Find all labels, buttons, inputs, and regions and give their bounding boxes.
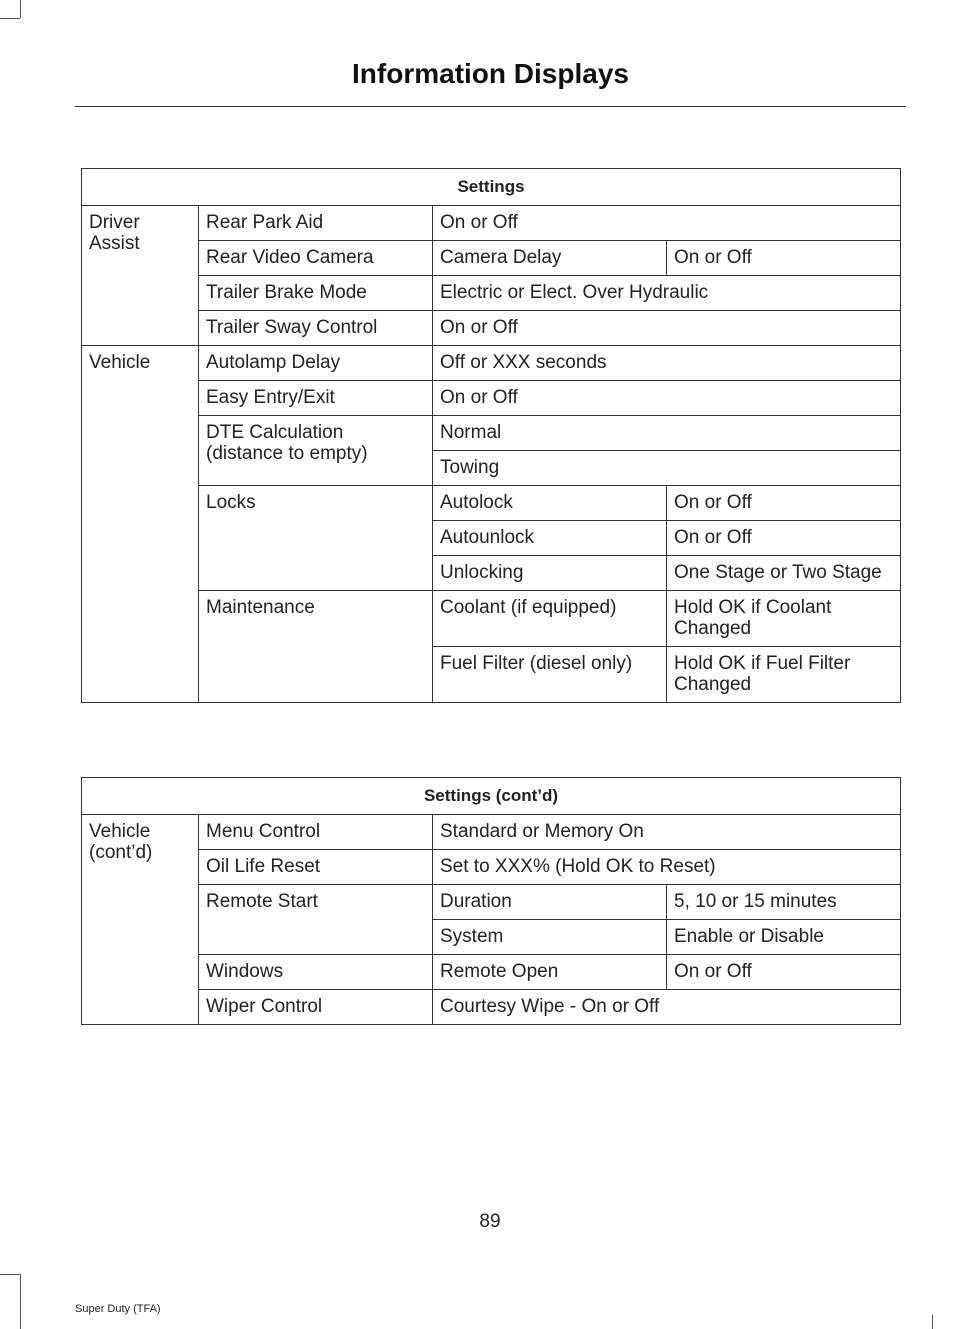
setting-cell: Trailer Sway Control [199,311,433,346]
sub-setting-cell: System [433,920,667,955]
table-row [82,416,901,451]
header-divider [75,106,906,107]
category-cell: Driver Assist [82,206,199,346]
sub-setting-cell: Fuel Filter (diesel only) [433,647,667,703]
table-row [82,591,901,647]
page-title: Information Displays [352,58,629,89]
option-cell: On or Off [667,486,901,521]
crop-mark [20,0,21,18]
table-row [82,276,901,311]
setting-cell: Oil Life Reset [199,850,433,885]
page-number: 89 [479,1211,501,1232]
table-row [82,955,901,990]
setting-cell: Rear Video Camera [199,241,433,276]
setting-cell: Easy Entry/Exit [199,381,433,416]
table-row [82,206,901,241]
table-row [82,346,901,381]
setting-cell: Windows [199,955,433,990]
option-cell: Hold OK if Fuel Filter Changed [667,647,901,703]
settings-contd-table [81,777,901,1025]
settings-table [81,168,901,703]
sub-setting-cell: Duration [433,885,667,920]
option-cell: Towing [433,451,901,486]
table-row [82,381,901,416]
option-cell: Off or XXX seconds [433,346,901,381]
option-cell: Standard or Memory On [433,815,901,850]
crop-mark [0,18,20,19]
option-cell: Courtesy Wipe - On or Off [433,990,901,1025]
option-cell: On or Off [667,241,901,276]
sub-setting-cell: Autounlock [433,521,667,556]
table-row [82,241,901,276]
category-cell: Vehicle [82,346,199,703]
sub-setting-cell: Remote Open [433,955,667,990]
setting-cell: DTE Calculation (distance to empty) [199,416,433,486]
setting-cell: Menu Control [199,815,433,850]
sub-setting-cell: Unlocking [433,556,667,591]
crop-mark [0,1274,20,1275]
table-caption: Settings (cont’d) [82,778,901,815]
setting-cell: Trailer Brake Mode [199,276,433,311]
setting-cell: Remote Start [199,885,433,955]
crop-mark [932,1315,933,1329]
table-caption: Settings [82,169,901,206]
option-cell: Normal [433,416,901,451]
table-row [82,815,901,850]
sub-setting-cell: Autolock [433,486,667,521]
footer-model: Super Duty (TFA) [75,1303,161,1315]
option-cell: On or Off [433,311,901,346]
setting-cell: Maintenance [199,591,433,703]
option-cell: On or Off [667,955,901,990]
table-row [82,486,901,521]
option-cell: Electric or Elect. Over Hydraulic [433,276,901,311]
setting-cell: Autolamp Delay [199,346,433,381]
category-cell: Vehicle (cont’d) [82,815,199,1025]
table-caption-row [82,169,901,206]
option-cell: On or Off [433,381,901,416]
option-cell: Hold OK if Coolant Changed [667,591,901,647]
setting-cell: Locks [199,486,433,591]
table-caption-row [82,778,901,815]
option-cell: 5, 10 or 15 minutes [667,885,901,920]
option-cell: One Stage or Two Stage [667,556,901,591]
table-row [82,885,901,920]
option-cell: On or Off [433,206,901,241]
option-cell: On or Off [667,521,901,556]
crop-mark [20,1274,21,1329]
setting-cell: Wiper Control [199,990,433,1025]
option-cell: Set to XXX% (Hold OK to Reset) [433,850,901,885]
sub-setting-cell: Coolant (if equipped) [433,591,667,647]
option-cell: Enable or Disable [667,920,901,955]
table-row [82,990,901,1025]
setting-cell: Rear Park Aid [199,206,433,241]
table-row [82,311,901,346]
sub-setting-cell: Camera Delay [433,241,667,276]
table-row [82,850,901,885]
